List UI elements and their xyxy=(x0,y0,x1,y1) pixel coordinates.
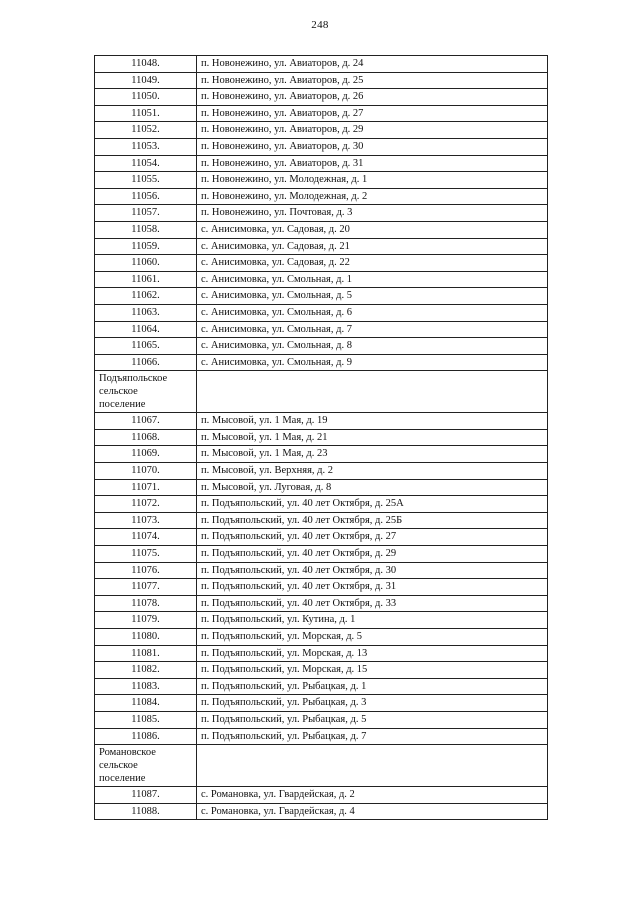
address-cell: п. Подъяпольский, ул. Морская, д. 15 xyxy=(197,662,548,679)
record-number-cell: 11088. xyxy=(95,803,197,820)
record-number-cell: 11082. xyxy=(95,662,197,679)
record-number-cell: 11052. xyxy=(95,122,197,139)
address-cell: п. Новонежино, ул. Молодежная, д. 2 xyxy=(197,188,548,205)
section-name-cell xyxy=(95,745,197,787)
record-number-cell: 11087. xyxy=(95,787,197,804)
table-row xyxy=(95,105,548,122)
record-number-cell: 11054. xyxy=(95,155,197,172)
table-row xyxy=(95,479,548,496)
table-row xyxy=(95,496,548,513)
record-number-cell: 11076. xyxy=(95,562,197,579)
address-cell: п. Новонежино, ул. Почтовая, д. 3 xyxy=(197,205,548,222)
address-cell: п. Новонежино, ул. Авиаторов, д. 29 xyxy=(197,122,548,139)
record-number-cell: 11069. xyxy=(95,446,197,463)
record-number-cell: 11078. xyxy=(95,595,197,612)
table-row xyxy=(95,695,548,712)
table-row xyxy=(95,338,548,355)
record-number-cell: 11062. xyxy=(95,288,197,305)
section-empty-cell xyxy=(197,371,548,413)
record-number-cell: 11065. xyxy=(95,338,197,355)
address-cell: п. Мысовой, ул. 1 Мая, д. 19 xyxy=(197,413,548,430)
record-number-cell: 11066. xyxy=(95,354,197,371)
table-row xyxy=(95,546,548,563)
section-header-row xyxy=(95,371,548,413)
record-number-cell: 11067. xyxy=(95,413,197,430)
table-row xyxy=(95,122,548,139)
record-number-cell: 11057. xyxy=(95,205,197,222)
table-row xyxy=(95,354,548,371)
table-row xyxy=(95,271,548,288)
table-row xyxy=(95,221,548,238)
table-row xyxy=(95,56,548,73)
address-cell: п. Мысовой, ул. 1 Мая, д. 23 xyxy=(197,446,548,463)
table-row xyxy=(95,238,548,255)
section-name-line: поселение xyxy=(99,773,146,785)
record-number-cell: 11064. xyxy=(95,321,197,338)
address-cell: п. Подъяпольский, ул. Морская, д. 13 xyxy=(197,645,548,662)
record-number-cell: 11070. xyxy=(95,463,197,480)
address-cell: п. Подъяпольский, ул. 40 лет Октября, д. 27 xyxy=(197,529,548,546)
address-cell: с. Анисимовка, ул. Смольная, д. 6 xyxy=(197,304,548,321)
page-number: 248 xyxy=(311,19,329,31)
record-number-cell: 11061. xyxy=(95,271,197,288)
address-cell: п. Подъяпольский, ул. Рыбацкая, д. 7 xyxy=(197,728,548,745)
address-registry-table xyxy=(94,55,548,820)
table-row xyxy=(95,138,548,155)
record-number-cell: 11063. xyxy=(95,304,197,321)
record-number-cell: 11059. xyxy=(95,238,197,255)
address-cell: с. Анисимовка, ул. Смольная, д. 7 xyxy=(197,321,548,338)
address-cell: с. Анисимовка, ул. Садовая, д. 20 xyxy=(197,221,548,238)
address-cell: п. Подъяпольский, ул. 40 лет Октября, д. 25А xyxy=(197,496,548,513)
address-cell: п. Новонежино, ул. Авиаторов, д. 25 xyxy=(197,72,548,89)
table-row xyxy=(95,579,548,596)
address-cell: с. Анисимовка, ул. Смольная, д. 9 xyxy=(197,354,548,371)
address-cell: п. Мысовой, ул. Верхняя, д. 2 xyxy=(197,463,548,480)
record-number-cell: 11048. xyxy=(95,56,197,73)
address-cell: п. Подъяпольский, ул. Рыбацкая, д. 1 xyxy=(197,678,548,695)
table-row xyxy=(95,172,548,189)
table-row xyxy=(95,155,548,172)
record-number-cell: 11071. xyxy=(95,479,197,496)
table-row xyxy=(95,512,548,529)
table-row xyxy=(95,728,548,745)
record-number-cell: 11058. xyxy=(95,221,197,238)
address-cell: с. Анисимовка, ул. Садовая, д. 21 xyxy=(197,238,548,255)
section-name-line: сельское xyxy=(99,760,138,772)
table-row xyxy=(95,711,548,728)
section-name-line: поселение xyxy=(99,399,146,411)
table-row xyxy=(95,89,548,106)
table-row xyxy=(95,463,548,480)
address-cell: п. Подъяпольский, ул. Рыбацкая, д. 5 xyxy=(197,711,548,728)
record-number-cell: 11084. xyxy=(95,695,197,712)
table-row xyxy=(95,255,548,272)
section-empty-cell xyxy=(197,745,548,787)
record-number-cell: 11077. xyxy=(95,579,197,596)
record-number-cell: 11081. xyxy=(95,645,197,662)
record-number-cell: 11068. xyxy=(95,429,197,446)
table-row xyxy=(95,562,548,579)
address-cell: с. Анисимовка, ул. Смольная, д. 8 xyxy=(197,338,548,355)
table-row xyxy=(95,595,548,612)
registry-body xyxy=(95,56,548,820)
record-number-cell: 11051. xyxy=(95,105,197,122)
address-cell: п. Подъяпольский, ул. 40 лет Октября, д. 33 xyxy=(197,595,548,612)
record-number-cell: 11049. xyxy=(95,72,197,89)
record-number-cell: 11074. xyxy=(95,529,197,546)
address-cell: п. Подъяпольский, ул. Морская, д. 5 xyxy=(197,629,548,646)
record-number-cell: 11085. xyxy=(95,711,197,728)
address-cell: п. Подъяпольский, ул. 40 лет Октября, д. 30 xyxy=(197,562,548,579)
table-row xyxy=(95,288,548,305)
table-row xyxy=(95,612,548,629)
record-number-cell: 11053. xyxy=(95,138,197,155)
table-row xyxy=(95,446,548,463)
record-number-cell: 11073. xyxy=(95,512,197,529)
record-number-cell: 11075. xyxy=(95,546,197,563)
address-cell: с. Романовка, ул. Гвардейская, д. 2 xyxy=(197,787,548,804)
table-row xyxy=(95,321,548,338)
table-row xyxy=(95,429,548,446)
address-cell: п. Новонежино, ул. Авиаторов, д. 24 xyxy=(197,56,548,73)
table-row xyxy=(95,803,548,820)
address-cell: п. Мысовой, ул. 1 Мая, д. 21 xyxy=(197,429,548,446)
table-row xyxy=(95,645,548,662)
section-name-line: Подъяпольское xyxy=(99,373,168,385)
record-number-cell: 11056. xyxy=(95,188,197,205)
table-row xyxy=(95,413,548,430)
address-cell: п. Подъяпольский, ул. Рыбацкая, д. 3 xyxy=(197,695,548,712)
record-number-cell: 11055. xyxy=(95,172,197,189)
address-cell: п. Новонежино, ул. Молодежная, д. 1 xyxy=(197,172,548,189)
table-row xyxy=(95,629,548,646)
table-row xyxy=(95,529,548,546)
address-cell: п. Подъяпольский, ул. 40 лет Октября, д. 31 xyxy=(197,579,548,596)
address-cell: с. Анисимовка, ул. Садовая, д. 22 xyxy=(197,255,548,272)
section-name-line: сельское xyxy=(99,386,138,398)
table-row xyxy=(95,662,548,679)
table-row xyxy=(95,72,548,89)
record-number-cell: 11060. xyxy=(95,255,197,272)
record-number-cell: 11072. xyxy=(95,496,197,513)
table-row xyxy=(95,205,548,222)
table-row xyxy=(95,678,548,695)
address-cell: с. Анисимовка, ул. Смольная, д. 1 xyxy=(197,271,548,288)
record-number-cell: 11083. xyxy=(95,678,197,695)
address-cell: п. Новонежино, ул. Авиаторов, д. 31 xyxy=(197,155,548,172)
address-cell: с. Анисимовка, ул. Смольная, д. 5 xyxy=(197,288,548,305)
table-row xyxy=(95,787,548,804)
address-cell: п. Подъяпольский, ул. 40 лет Октября, д. 29 xyxy=(197,546,548,563)
section-header-row xyxy=(95,745,548,787)
address-cell: п. Новонежино, ул. Авиаторов, д. 26 xyxy=(197,89,548,106)
record-number-cell: 11079. xyxy=(95,612,197,629)
table-row xyxy=(95,188,548,205)
address-cell: п. Новонежино, ул. Авиаторов, д. 30 xyxy=(197,138,548,155)
address-cell: п. Подъяпольский, ул. 40 лет Октября, д. 25Б xyxy=(197,512,548,529)
record-number-cell: 11050. xyxy=(95,89,197,106)
table-row xyxy=(95,304,548,321)
address-cell: п. Новонежино, ул. Авиаторов, д. 27 xyxy=(197,105,548,122)
section-name-line: Романовское xyxy=(99,747,156,759)
record-number-cell: 11086. xyxy=(95,728,197,745)
record-number-cell: 11080. xyxy=(95,629,197,646)
address-cell: п. Подъяпольский, ул. Кутина, д. 1 xyxy=(197,612,548,629)
address-cell: п. Мысовой, ул. Луговая, д. 8 xyxy=(197,479,548,496)
section-name-cell xyxy=(95,371,197,413)
address-cell: с. Романовка, ул. Гвардейская, д. 4 xyxy=(197,803,548,820)
